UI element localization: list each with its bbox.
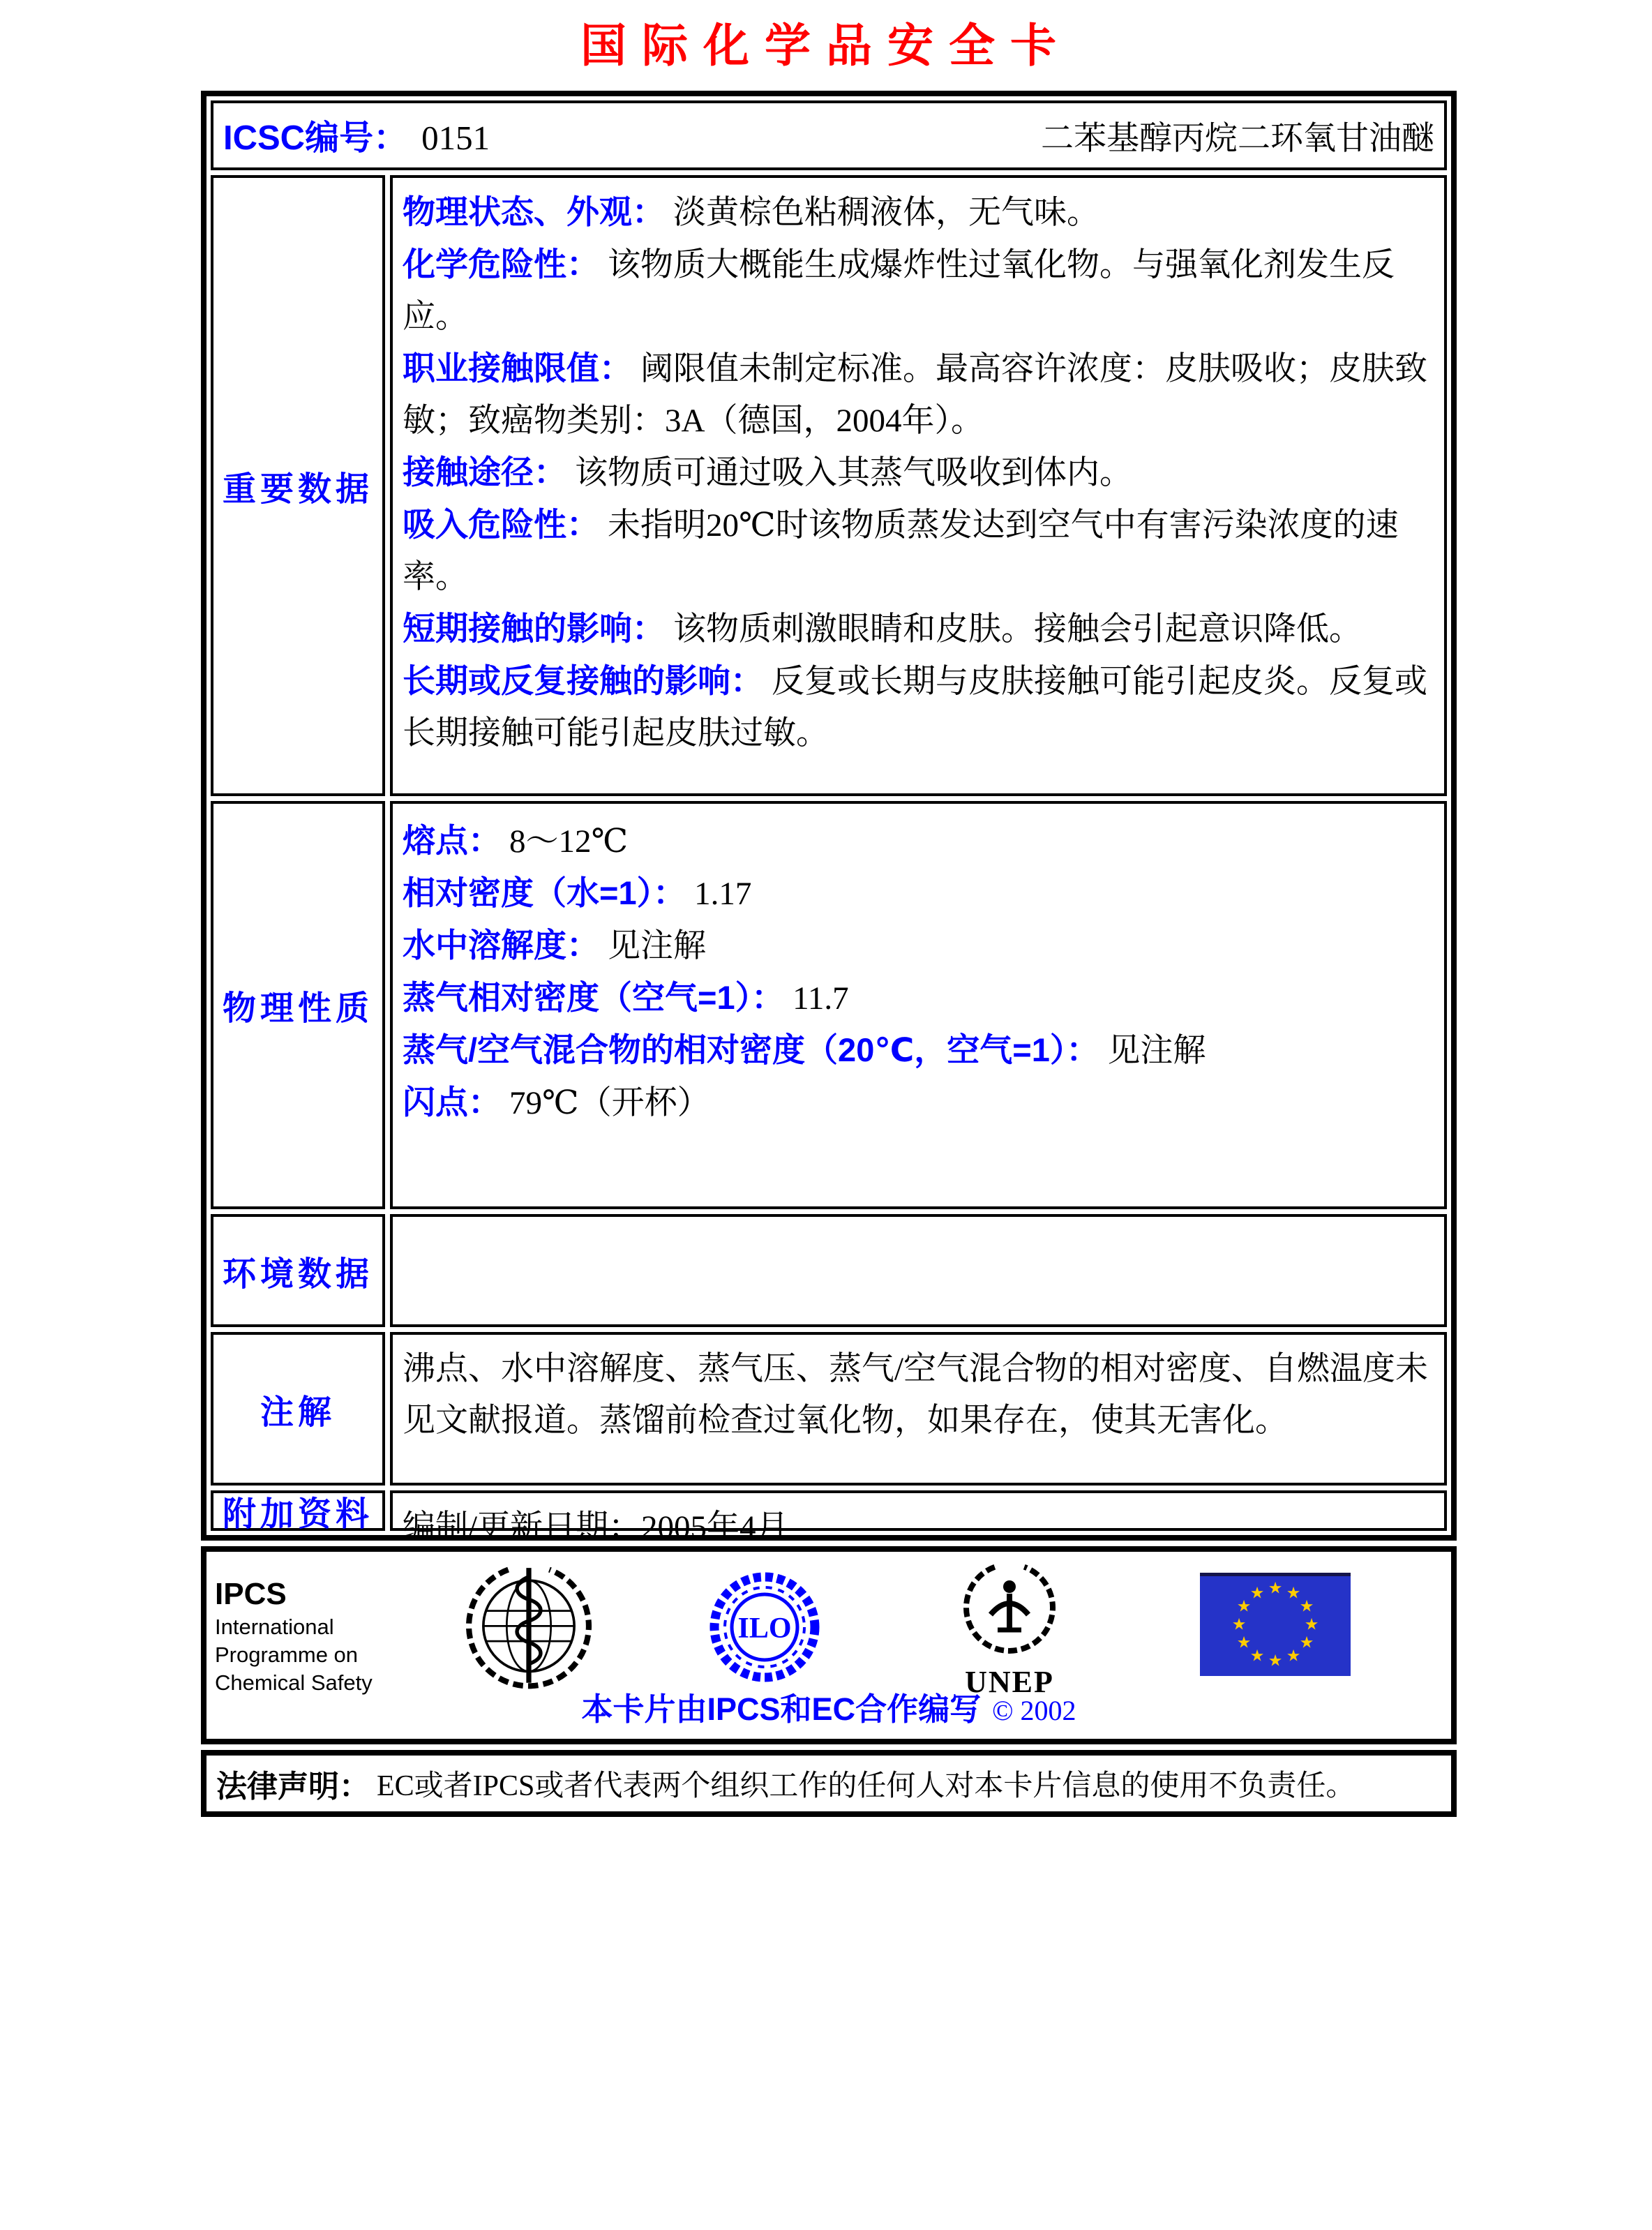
legal-text: EC或者IPCS或者代表两个组织工作的任何人对本卡片信息的使用不负责任。 [377, 1770, 1356, 1802]
physical-property-item: 相对密度（水=1）： 1.17 [403, 874, 752, 912]
physical-property-item: 闪点： 79℃（开杯） [403, 1084, 710, 1121]
important-data-item: 接触途径： 该物质可通过吸入其蒸气吸收到体内。 [403, 454, 1132, 491]
section-label-notes: 注解 [211, 1332, 385, 1486]
svg-text:★: ★ [1286, 1584, 1301, 1602]
who-logo-icon [463, 1557, 595, 1700]
important-data-item: 长期或反复接触的影响： 反复或长期与皮肤接触可能引起皮炎。反复或长期接触可能引起皮肤过敏。 [403, 662, 1427, 751]
svg-text:★: ★ [1299, 1597, 1314, 1615]
important-data-item: 化学危险性： 该物质大概能生成爆炸性过氧化物。与强氧化剂发生反应。 [403, 246, 1395, 335]
ipcs-line: Chemical Safety [215, 1670, 373, 1695]
icsc-number-label: ICSC编号： [223, 119, 408, 157]
section-content-important-data [390, 175, 1447, 796]
ipcs-line: Programme on [215, 1642, 359, 1667]
update-date-text: 编制/更新日期：2005年4月 [403, 1509, 789, 1546]
organizations-banner [201, 1546, 1457, 1744]
legal-label: 法律声明： [216, 1769, 370, 1804]
physical-property-item: 蒸气/空气混合物的相对密度（20℃，空气=1）： 见注解 [403, 1031, 1206, 1069]
physical-property-item: 水中溶解度： 见注解 [403, 927, 706, 964]
svg-text:★: ★ [1236, 1597, 1252, 1615]
important-data-item: 物理状态、外观： 淡黄棕色粘稠液体，无气味。 [403, 193, 1099, 231]
tagline-text: 本卡片由IPCS和EC合作编写 [581, 1691, 982, 1727]
section-label-physical-properties: 物理性质 [211, 801, 385, 1209]
physical-property-item: 熔点： 8～12℃ [403, 822, 629, 860]
card-body [201, 91, 1457, 1817]
eu-flag-icon [1200, 1573, 1351, 1676]
important-data-item: 职业接触限值： 阈限值未制定标准。最高容许浓度：皮肤吸收；皮肤致敏；致癌物类别：3A（德国，2004年）。 [403, 350, 1427, 439]
icsc-number-group [223, 111, 490, 160]
unep-logo-icon [957, 1557, 1062, 1662]
card-header-row [211, 100, 1447, 170]
notes-text: 沸点、水中溶解度、蒸气压、蒸气/空气混合物的相对密度、自燃温度未见文献报道。蒸馏前检查过氧化物，如果存在，使其无害化。 [403, 1351, 1429, 1439]
page-title: 国际化学品安全卡 [580, 20, 1072, 71]
ipcs-line: International [215, 1615, 334, 1639]
section-content-environmental-data [390, 1214, 1447, 1327]
ilo-logo-icon [707, 1570, 822, 1684]
svg-text:★: ★ [1236, 1633, 1252, 1652]
legal-disclaimer [201, 1750, 1457, 1817]
icsc-card-table [201, 91, 1457, 1546]
section-content-additional-info [390, 1490, 1447, 1546]
svg-text:★: ★ [1268, 1652, 1283, 1670]
section-content-physical-properties [390, 801, 1447, 1209]
section-label-important-data: 重要数据 [211, 175, 385, 796]
icsc-number-value: 0151 [421, 119, 490, 157]
svg-text:★: ★ [1249, 1584, 1265, 1602]
section-label-environmental-data: 环境数据 [211, 1214, 385, 1327]
cooperation-tagline [206, 1684, 1451, 1729]
important-data-item: 吸入危险性： 未指明20℃时该物质蒸发达到空气中有害污染浓度的速率。 [403, 506, 1399, 595]
important-data-item: 短期接触的影响： 该物质刺激眼睛和皮肤。接触会引起意识降低。 [403, 610, 1362, 648]
unep-letters: UNEP [965, 1665, 1054, 1699]
unep-logo-block [957, 1557, 1062, 1699]
svg-text:★: ★ [1231, 1615, 1247, 1633]
svg-text:★: ★ [1249, 1647, 1265, 1665]
physical-property-item: 蒸气相对密度（空气=1）： 11.7 [403, 979, 849, 1017]
svg-text:★: ★ [1304, 1615, 1319, 1633]
section-content-notes [390, 1332, 1447, 1486]
ipcs-text-block [215, 1576, 373, 1697]
section-label-additional-info: 附加资料 [211, 1490, 385, 1531]
ilo-letters: ILO [737, 1612, 792, 1645]
svg-text:★: ★ [1268, 1579, 1283, 1597]
chemical-name: 二苯基醇丙烷二环氧甘油醚 [1041, 120, 1434, 157]
copyright-text: © 2002 [992, 1695, 1076, 1726]
svg-text:★: ★ [1299, 1633, 1314, 1652]
svg-text:★: ★ [1286, 1647, 1301, 1665]
ipcs-acronym: IPCS [215, 1577, 287, 1611]
